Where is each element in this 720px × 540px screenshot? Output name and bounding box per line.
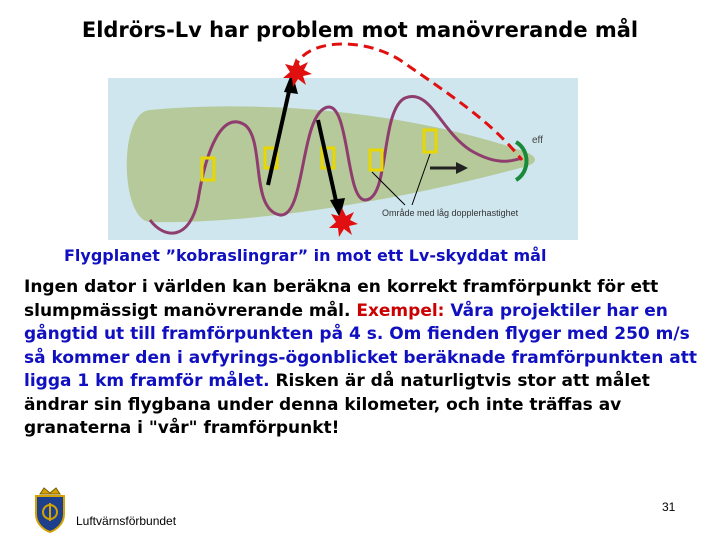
slide-title: Eldrörs-Lv har problem mot manövrerande mål — [81, 18, 639, 42]
example-label: Exempel: — [356, 300, 445, 321]
example-text: Våra projektiler har en gångtid ut till framförpunkten på 4 s. Om fienden flyger med 250 m/s så kommer den i avfyrings-ögonblicket beräknade framförpunkten att ligga 1 km framför målet. — [24, 300, 697, 391]
cobra-maneuver-diagram — [0, 0, 720, 250]
emblem-crown — [40, 488, 60, 494]
page-number: 31 — [662, 500, 676, 514]
diagram-caption: Flygplanet ”kobraslingrar” in mot ett Lv-skyddat mål — [64, 246, 547, 265]
body-paragraph — [24, 276, 714, 441]
organization-name: Luftvärnsförbundet — [76, 514, 177, 528]
low-doppler-area-label: Område med låg dopplerhastighet — [382, 208, 519, 218]
organization-emblem-icon — [30, 486, 70, 534]
eff-label: eff — [532, 135, 543, 146]
paragraph-conclusion: Risken är då naturligtvis stor att målet ändrar sin flygbana under denna kilometer, och inte träffas av granaterna i "vår" framförpunkt! — [24, 371, 650, 438]
paragraph-intro: Ingen dator i världen kan beräkna en korrekt framförpunkt för ett slumpmässigt manövrerande mål. — [24, 277, 659, 321]
